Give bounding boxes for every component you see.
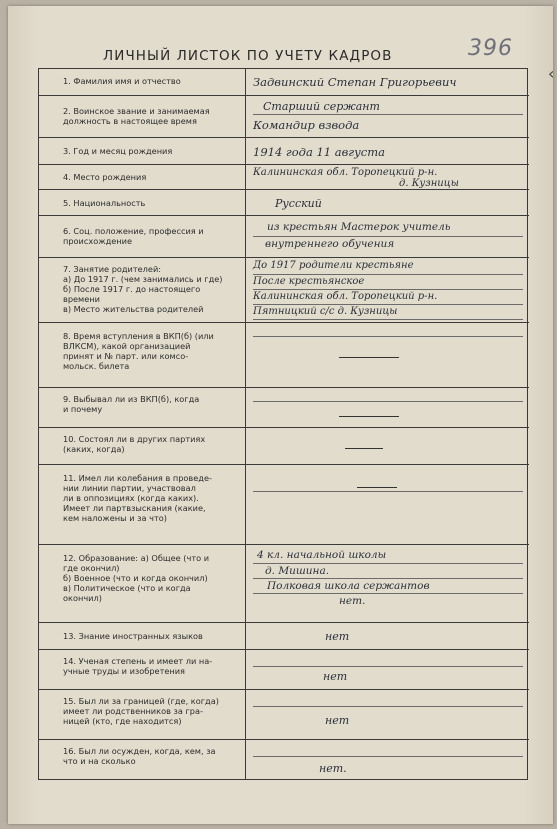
row-answer: 1914 года 11 августа: [253, 145, 385, 159]
row-label: 9. Выбывал ли из ВКП(б), когда и почему: [63, 394, 200, 414]
form-row-11: [39, 464, 529, 544]
row-label: 6. Соц. положение, профессия и происхождение: [63, 226, 204, 246]
row-answer: Полковая школа сержантов: [267, 580, 430, 592]
form-row-9: [39, 387, 529, 427]
row-answer: Задвинский Степан Григорьевич: [253, 75, 457, 89]
row-label: 11. Имел ли колебания в проведе- нии линии партии, участвовал ли в оппозициях (когда каких). Имеет ли партвзыскания (какие, кем наложены и за что): [63, 473, 212, 523]
row-answer: До 1917 родители крестьяне: [253, 260, 414, 271]
edge-mark: ‹: [548, 64, 555, 83]
document-sheet: [8, 6, 553, 824]
row-answer: Русский: [275, 197, 322, 210]
form-row-5: [39, 189, 529, 215]
row-label: 8. Время вступления в ВКП(б) (или ВЛКСМ), какой организацией принят и № парт. или комсо- мольск. билета: [63, 331, 214, 371]
form-row-3: [39, 137, 529, 164]
row-label: 12. Образование: а) Общее (что и где окончил) б) Военное (что и когда окончил) в) Политическое (что и когда окончил): [63, 553, 210, 603]
row-answer: нет: [323, 670, 348, 683]
row-label: 15. Был ли за границей (где, когда) имеет ли родственников за гра- ницей (кто, где находится): [63, 696, 219, 726]
form-row-4: [39, 164, 529, 189]
blank-dash: [339, 416, 399, 417]
row-answer: нет: [325, 714, 350, 727]
row-label: 7. Занятие родителей: а) До 1917 г. (чем занимались и где) б) После 1917 г. до настоящего времени в) Место жительства родителей: [63, 264, 223, 314]
row-answer: Пятницкий с/с д. Кузницы: [253, 306, 398, 317]
form-row-15: [39, 689, 529, 739]
row-label: 10. Состоял ли в других партиях (каких, когда): [63, 434, 206, 454]
form-row-14: [39, 649, 529, 689]
row-label: 14. Ученая степень и имеет ли на- учные труды и изобретения: [63, 656, 213, 676]
row-answer: внутреннего обучения: [265, 238, 395, 250]
row-label: 13. Знание иностранных языков: [63, 631, 203, 641]
row-answer: 4 кл. начальной школы: [257, 549, 387, 561]
form-row-6: [39, 215, 529, 257]
form-row-10: [39, 427, 529, 464]
form-title: ЛИЧНЫЙ ЛИСТОК ПО УЧЕТУ КАДРОВ: [103, 48, 393, 64]
row-answer: нет.: [319, 762, 347, 775]
row-answer: из крестьян Мастерок учитель: [267, 221, 451, 233]
row-answer: Командир взвода: [253, 118, 360, 132]
form-row-16: [39, 739, 529, 781]
form-row-1: [39, 69, 529, 95]
form-row-13: [39, 622, 529, 649]
personnel-form-table: [38, 68, 528, 780]
blank-dash: [357, 487, 397, 488]
blank-dash: [339, 357, 399, 358]
form-row-8: [39, 322, 529, 387]
row-answer: Калининская обл. Торопецкий р-н.: [253, 167, 438, 178]
form-row-7: [39, 257, 529, 322]
row-answer: нет: [325, 630, 350, 643]
row-answer: нет.: [339, 595, 366, 607]
row-label: 5. Национальность: [63, 198, 146, 208]
row-label: 16. Был ли осужден, когда, кем, за что и на сколько: [63, 746, 216, 766]
form-row-2: [39, 95, 529, 137]
row-answer: Калининская обл. Торопецкий р-н.: [253, 291, 438, 302]
row-answer: Старший сержант: [263, 100, 380, 113]
row-label: 2. Воинское звание и занимаемая должность в настоящее время: [63, 106, 210, 126]
row-label: 4. Место рождения: [63, 172, 147, 182]
archive-number-stamp: 396: [468, 36, 513, 61]
row-answer: д. Кузницы: [399, 178, 459, 189]
row-label: 3. Год и месяц рождения: [63, 146, 173, 156]
form-row-12: [39, 544, 529, 622]
row-answer: д. Мишина.: [265, 565, 330, 577]
row-label: 1. Фамилия имя и отчество: [63, 76, 181, 86]
row-answer: После крестьянское: [253, 276, 365, 287]
blank-dash: [345, 448, 383, 449]
